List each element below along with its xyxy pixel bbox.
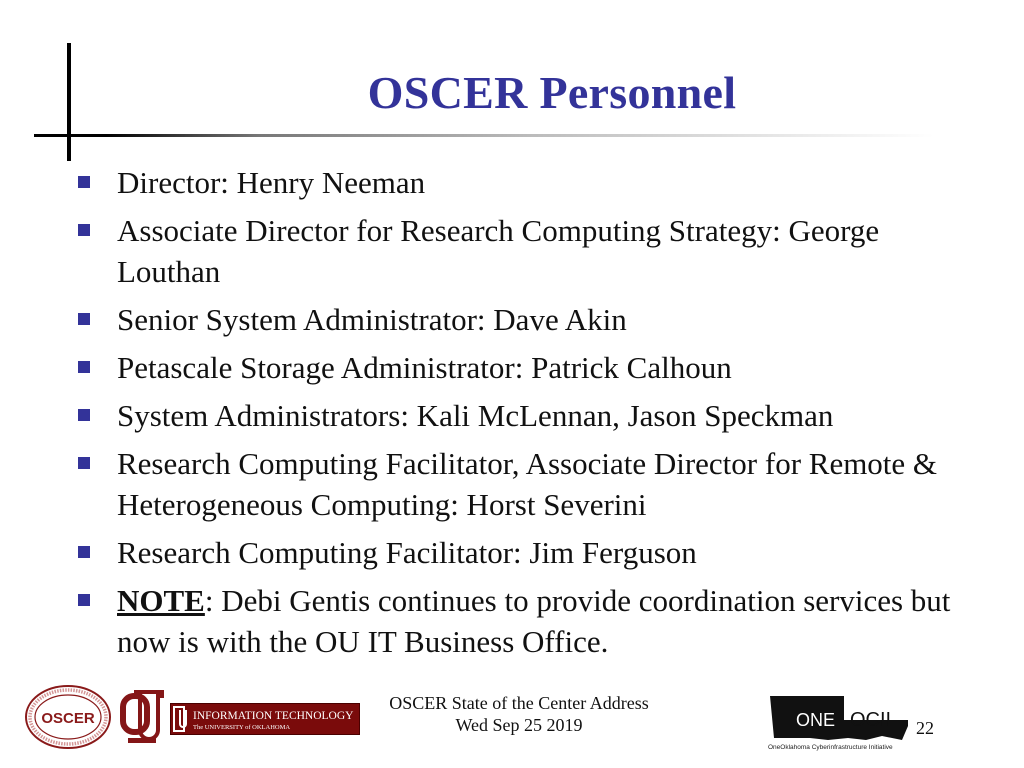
decorative-horizontal-line [34, 134, 934, 137]
ou-it-logo-icon [170, 703, 360, 735]
square-bullet-icon [78, 176, 90, 188]
square-bullet-icon [78, 594, 90, 606]
it-logo-title: INFORMATION TECHNOLOGY [193, 710, 354, 722]
bullet-text: Senior System Administrator: Dave Akin [117, 302, 627, 337]
bullet-text: System Administrators: Kali McLennan, Jason Speckman [117, 398, 834, 433]
decorative-vertical-line [67, 43, 71, 161]
bullet-item [78, 299, 958, 340]
oneocii-logo-icon [766, 690, 912, 752]
bullet-text: Research Computing Facilitator: Jim Ferguson [117, 535, 697, 570]
oneocii-logo-tagline: OneOklahoma Cyberinfrastructure Initiative [768, 744, 893, 751]
bullet-text: Associate Director for Research Computing Strategy: George Louthan [117, 213, 880, 289]
square-bullet-icon [78, 313, 90, 325]
ou-interlocking-logo-icon [120, 690, 164, 750]
bullet-list [78, 162, 958, 669]
footer-text [360, 692, 678, 736]
note-text [117, 580, 958, 662]
bullet-item [78, 347, 958, 388]
oneocii-logo-one: ONE [796, 710, 836, 730]
bullet-item [78, 210, 958, 292]
bullet-item [78, 443, 958, 525]
footer-date: Wed Sep 25 2019 [455, 715, 583, 735]
bullet-item [78, 395, 958, 436]
oscer-logo-text: OSCER [41, 710, 95, 727]
oneocii-logo-ocii: OCII [850, 709, 892, 731]
bullet-item [78, 162, 958, 203]
square-bullet-icon [78, 546, 90, 558]
note-bullet-item [78, 580, 958, 662]
oscer-seal-logo-icon [24, 684, 112, 750]
square-bullet-icon [78, 457, 90, 469]
it-logo-subtitle: The UNIVERSITY of OKLAHOMA [193, 724, 291, 731]
footer-title: OSCER State of the Center Address [389, 693, 649, 713]
bullet-text: Director: Henry Neeman [117, 165, 426, 200]
slide-title: OSCER Personnel [367, 67, 737, 118]
square-bullet-icon [78, 224, 90, 236]
square-bullet-icon [78, 361, 90, 373]
page-number: 22 [916, 718, 934, 738]
bullet-text: Petascale Storage Administrator: Patrick Calhoun [117, 350, 732, 385]
note-label: NOTE [117, 583, 205, 618]
bullet-item [78, 532, 958, 573]
bullet-text: Research Computing Facilitator, Associate Director for Remote & Heterogeneous Computing: Horst Severini [117, 446, 938, 522]
square-bullet-icon [78, 409, 90, 421]
note-body: : Debi Gentis continues to provide coordination services but now is with the OU IT Business Office. [117, 583, 951, 659]
